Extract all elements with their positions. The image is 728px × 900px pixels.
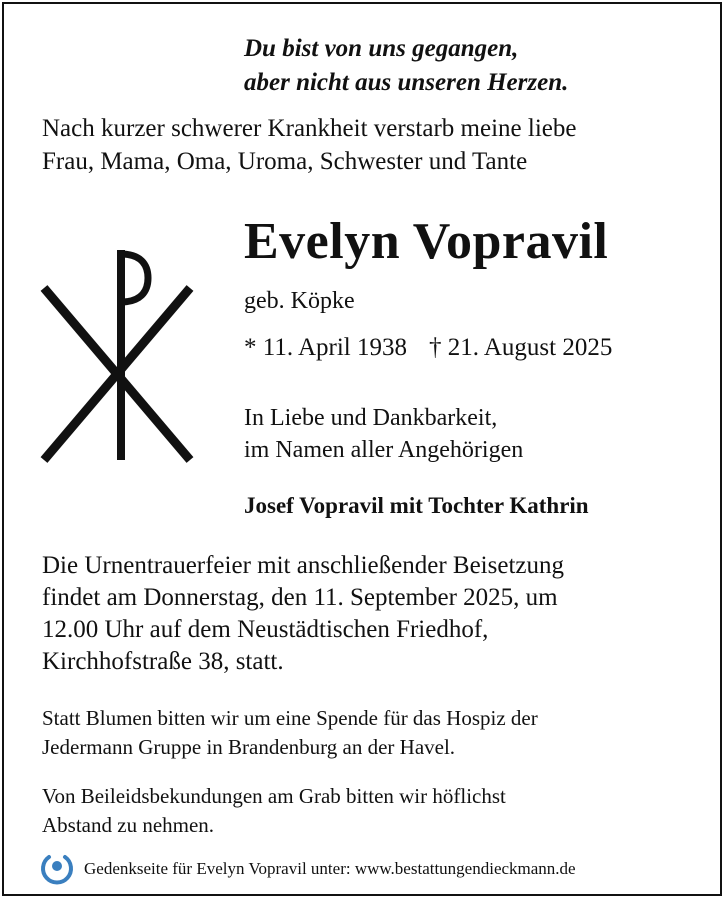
death-date: † 21. August 2025 bbox=[428, 334, 613, 361]
donation-text bbox=[42, 704, 538, 762]
ceremony-line-4: Kirchhofstraße 38, statt. bbox=[42, 648, 284, 675]
ceremony-line-3: 12.00 Uhr auf dem Neustädtischen Friedhof, bbox=[42, 616, 489, 643]
ceremony-line-1: Die Urnentrauerfeier mit anschließender Beisetzung bbox=[42, 552, 564, 579]
motto-line-1: Du bist von uns gegangen, bbox=[244, 35, 519, 62]
love-line-2: im Namen aller Angehörigen bbox=[244, 437, 524, 463]
deceased-name: Evelyn Vopravil bbox=[244, 213, 609, 270]
memorial-page-link[interactable]: Gedenkseite für Evelyn Vopravil unter: www.bestattungendieckmann.de bbox=[84, 859, 576, 878]
chi-rho-icon bbox=[40, 246, 194, 464]
funeral-home-logo-icon bbox=[40, 852, 74, 886]
intro-line-2: Frau, Mama, Oma, Uroma, Schwester und Tante bbox=[42, 148, 528, 175]
intro-text bbox=[42, 112, 576, 178]
logo-dot bbox=[52, 861, 62, 871]
intro-line-1: Nach kurzer schwerer Krankheit verstarb meine liebe bbox=[42, 115, 577, 142]
signer: Josef Vopravil mit Tochter Kathrin bbox=[244, 493, 589, 518]
rho-bowl bbox=[121, 254, 148, 302]
maiden-name: geb. Köpke bbox=[244, 288, 355, 314]
birth-date: * 11. April 1938 bbox=[244, 334, 407, 361]
donation-line-1: Statt Blumen bitten wir um eine Spende für das Hospiz der bbox=[42, 706, 538, 730]
condolence-line-2: Abstand zu nehmen. bbox=[42, 813, 215, 837]
donation-line-2: Jedermann Gruppe in Brandenburg an der Havel. bbox=[42, 735, 456, 759]
condolence-line-1: Von Beileidsbekundungen am Grab bitten wir höflichst bbox=[42, 784, 506, 808]
motto-line-2: aber nicht aus unseren Herzen. bbox=[244, 69, 569, 96]
life-dates bbox=[244, 332, 612, 364]
love-line-1: In Liebe und Dankbarkeit, bbox=[244, 405, 498, 431]
motto bbox=[244, 32, 568, 100]
condolence-text bbox=[42, 782, 506, 840]
ceremony-line-2: findet am Donnerstag, den 11. September 2025, um bbox=[42, 584, 558, 611]
memorial-page-footer bbox=[40, 852, 576, 886]
ceremony-text bbox=[42, 550, 564, 678]
love-text bbox=[244, 402, 523, 466]
